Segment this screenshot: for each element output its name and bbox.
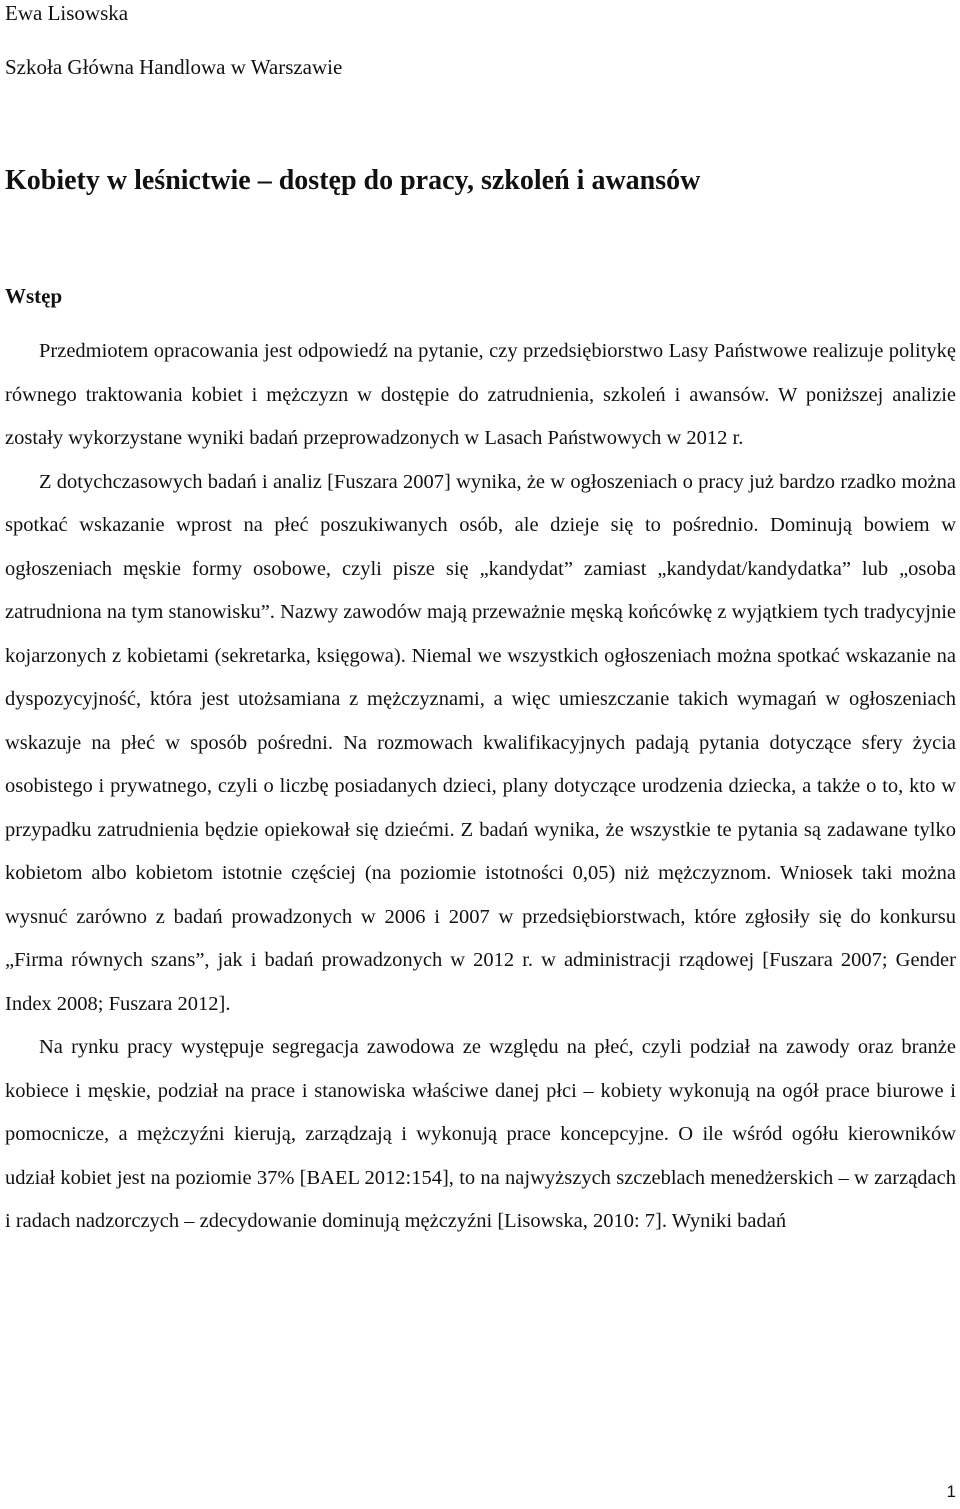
document-body bbox=[5, 330, 956, 1244]
author-name: Ewa Lisowska bbox=[5, 1, 129, 25]
page-number: 1 bbox=[946, 1482, 956, 1501]
author-affiliation: Szkoła Główna Handlowa w Warszawie bbox=[5, 55, 343, 79]
paragraph-intro: Przedmiotem opracowania jest odpowiedź na pytanie, czy przedsiębiorstwo Lasy Państwowe realizuje politykę równego traktowania kobiet i mężczyzn w dostępie do zatrudnienia, szkoleń i awansów. W poniższej analizie zostały wykorzystane wyniki badań przeprowadzonych w Lasach Państwowych w 2012 r. bbox=[5, 340, 956, 449]
paragraph-segregation: Na rynku pracy występuje segregacja zawodowa ze względu na płeć, czyli podział na zawody oraz branże kobiece i męskie, podział na prace i stanowiska właściwe danej płci – kobiety wykonują na ogół prace biurowe i pomocnicze, a mężczyźni kierują, zarządzają i wykonują prace koncepcyjne. O ile wśród ogółu kierowników udział kobiet jest na poziomie 37% [BAEL 2012:154], to na najwyższych szczeblach menedżerskich – w zarządach i radach nadzorczych – zdecydowanie dominują mężczyźni [Lisowska, 2010: 7]. Wyniki badań bbox=[5, 1036, 956, 1232]
section-heading: Wstęp bbox=[5, 284, 63, 308]
document-title: Kobiety w leśnictwie – dostęp do pracy, szkoleń i awansów bbox=[5, 165, 701, 196]
paragraph-job-ads: Z dotychczasowych badań i analiz [Fuszara 2007] wynika, że w ogłoszeniach o pracy już bardzo rzadko można spotkać wskazanie wprost na płeć poszukiwanych osób, ale dzieje się to pośrednio. Dominują bowiem w ogłoszeniach męskie formy osobowe, czyli pisze się „kandydat” zamiast „kandydat/kandydatka” lub „osoba zatrudniona na tym stanowisku”. Nazwy zawodów mają przeważnie męską końcówkę z wyjątkiem tych tradycyjnie kojarzonych z kobietami (sekretarka, księgowa). Niemal we wszystkich ogłoszeniach można spotkać wskazanie na dyspozycyjność, która jest utożsamiana z mężczyznami, a więc umieszczanie takich wymagań w ogłoszeniach wskazuje na płeć w sposób pośredni. Na rozmowach kwalifikacyjnych padają pytania dotyczące sfery życia osobistego i prywatnego, czyli o liczbę posiadanych dzieci, plany dotyczące urodzenia dziecka, a także o to, kto w przypadku zatrudnienia będzie opiekował się dziećmi. Z badań wynika, że wszystkie te pytania są zadawane tylko kobietom albo kobietom istotnie częściej (na poziomie istotności 0,05) niż mężczyznom. Wniosek taki można wysnuć zarówno z badań prowadzonych w 2006 i 2007 w przedsiębiorstwach, które zgłosiły się do konkursu „Firma równych szans”, jak i badań prowadzonych w 2012 r. w administracji rządowej [Fuszara 2007; Gender Index 2008; Fuszara 2012]. bbox=[5, 470, 956, 1015]
